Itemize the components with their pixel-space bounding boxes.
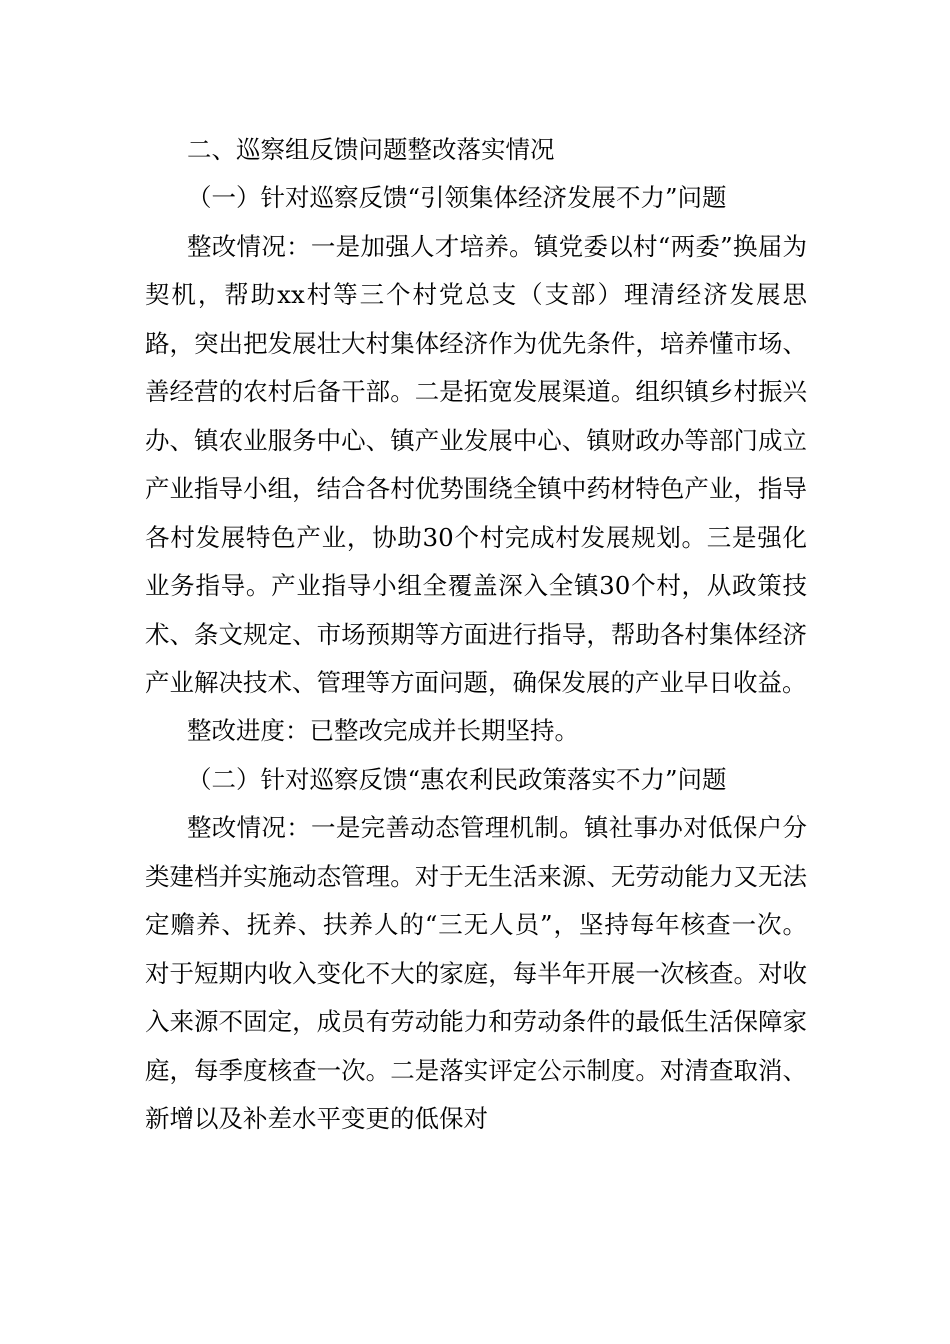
section1-status-paragraph: 整改情况：一是加强人才培养。镇党委以村“两委”换届为契机，帮助xx村等三个村党总支（支部）理清经济发展思路，突出把发展壮大村集体经济作为优先条件，培养懂市场、善经营的农村后备干部。二是拓宽发展渠道。组织镇乡村振兴办、镇农业服务中心、镇产业发展中心、镇财政办等部门成立产业指导小组，结合各村优势围绕全镇中药材特色产业，指导各村发展特色产业，协助30个村完成村发展规划。三是强化业务指导。产业指导小组全覆盖深入全镇30个村，从政策技术、条文规定、市场预期等方面进行指导，帮助各村集体经济产业解决技术、管理等方面问题，确保发展的产业早日收益。 — [145, 231, 807, 697]
section1-title: （一）针对巡察反馈“引领集体经济发展不力”问题 — [187, 183, 727, 213]
section1-progress-paragraph: 整改进度：已整改完成并长期坚持。 — [187, 716, 579, 746]
section2-title: （二）针对巡察反馈“惠农利民政策落实不力”问题 — [187, 764, 727, 794]
document-body — [145, 126, 807, 1144]
section2-status-paragraph: 整改情况：一是完善动态管理机制。镇社事办对低保户分类建档并实施动态管理。对于无生活来源、无劳动能力又无法定赡养、抚养、扶养人的“三无人员”，坚持每年核查一次。对于短期内收入变化不大的家庭，每半年开展一次核查。对收入来源不固定，成员有劳动能力和劳动条件的最低生活保障家庭，每季度核查一次。二是落实评定公示制度。对清查取消、新增以及补差水平变更的低保对 — [145, 813, 807, 1134]
section-heading-main: 二、巡察组反馈问题整改落实情况 — [187, 135, 555, 164]
